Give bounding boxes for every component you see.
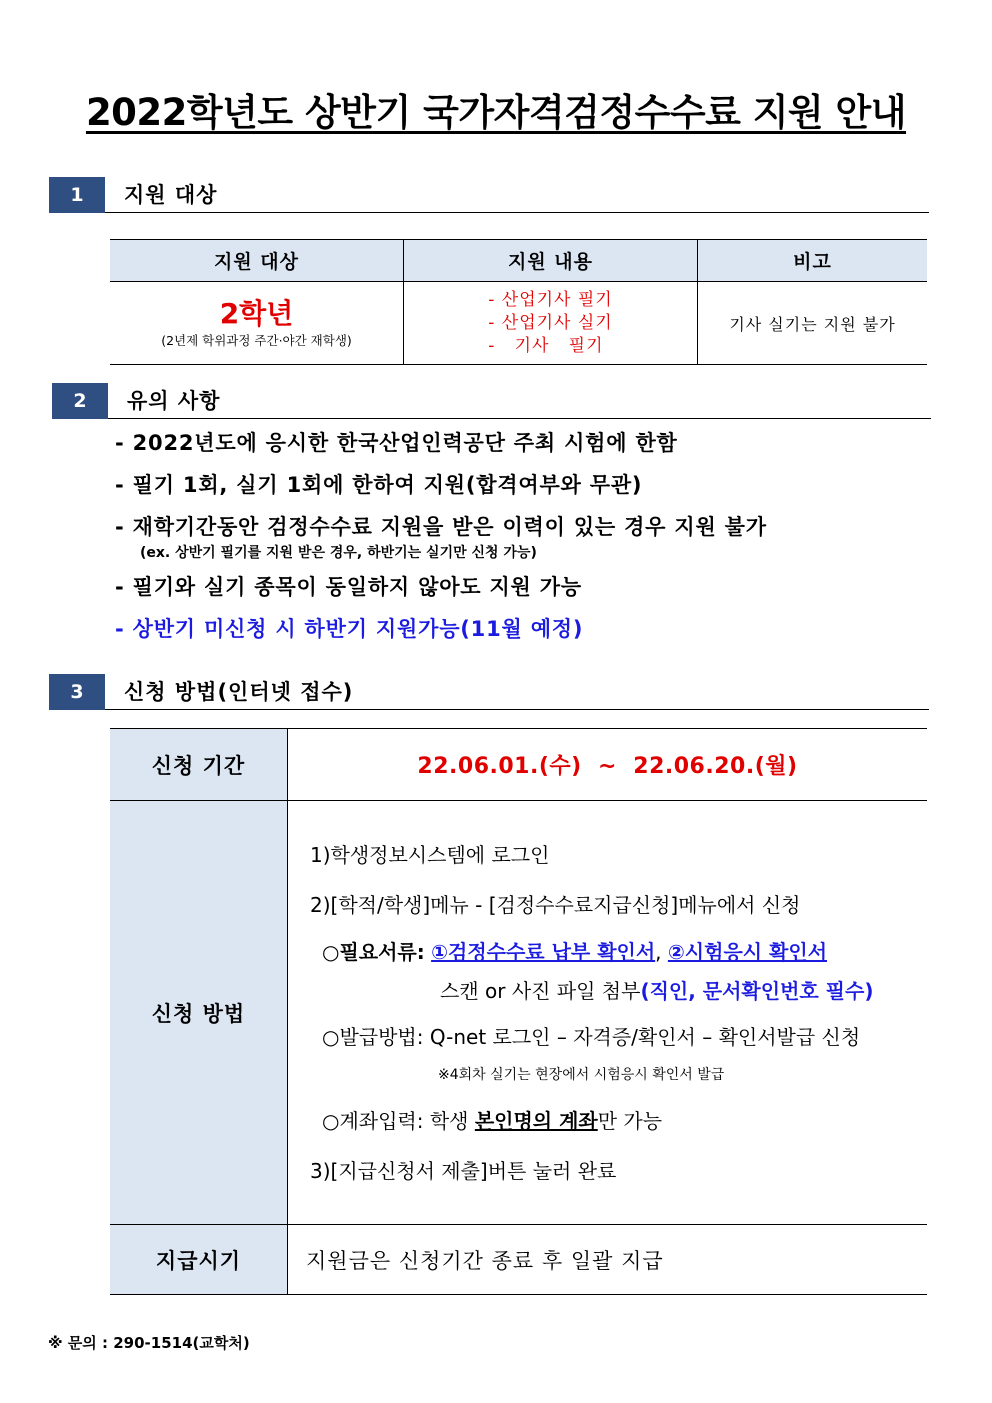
payout-value: 지원금은 신청기간 종료 후 일괄 지급: [288, 1225, 928, 1295]
method-cell: [288, 801, 928, 1225]
section-2-header: [52, 383, 931, 419]
grade-text: 2학년: [219, 297, 294, 330]
section-3-header: [49, 674, 929, 710]
section-1-header: [49, 177, 929, 213]
target-table: [110, 239, 927, 365]
issue-note: ※4회차 실기는 현장에서 시험응시 확인서 발급: [438, 1066, 725, 1083]
note-subtext: (ex. 상반기 필기를 지원 받은 경우, 하반기는 실기만 신청 가능): [140, 545, 537, 561]
required-docs: ○필요서류: ①검정수수료 납부 확인서, ②시험응시 확인서: [322, 939, 828, 964]
step-submit: 3)[지급신청서 제출]버튼 눌러 완료: [310, 1158, 617, 1183]
note-item: - 필기 1회, 실기 1회에 한하여 지원(합격여부와 무관): [115, 473, 643, 497]
period-label: 신청 기간: [110, 729, 288, 801]
payout-label: 지급시기: [110, 1225, 288, 1295]
section-number: 3: [49, 674, 105, 710]
support-item: - 산업기사 실기: [488, 312, 613, 333]
apply-table: [110, 728, 927, 1295]
section-number: 2: [52, 383, 108, 419]
account-input: ○계좌입력: 학생 본인명의 계좌만 가능: [322, 1108, 663, 1133]
content-cell: [404, 282, 698, 365]
doc-fee-receipt: ①검정수수료 납부 확인서: [431, 939, 656, 964]
support-item: - 산업기사 필기: [488, 289, 613, 310]
note-item: - 2022년도에 응시한 한국산업인력공단 주최 시험에 한함: [115, 431, 678, 455]
section-number: 1: [49, 177, 105, 213]
note-item-highlight: - 상반기 미신청 시 하반기 지원가능(11월 예정): [115, 617, 584, 641]
section-title: 유의 사항: [127, 389, 221, 413]
issue-method: ○발급방법: Q-net 로그인 – 자격증/확인서 – 확인서발급 신청: [322, 1024, 861, 1049]
notes-list: [115, 426, 935, 654]
support-item: - 기사 필기: [488, 335, 604, 356]
contact-info: ※ 문의 : 290-1514(교학처): [48, 1334, 250, 1352]
doc-exam-confirmation: ②시험응시 확인서: [667, 939, 828, 964]
step-login: 1)학생정보시스템에 로그인: [310, 842, 550, 867]
docs-attach: 스캔 or 사진 파일 첨부(직인, 문서확인번호 필수): [440, 978, 874, 1003]
section-title: 지원 대상: [124, 183, 218, 207]
grade-note: (2년제 학위과정 주간·야간 재학생): [161, 333, 352, 348]
section-title: 신청 방법(인터넷 접수): [124, 680, 354, 704]
period-value: 22.06.01.(수) ~ 22.06.20.(월): [288, 729, 928, 801]
step-menu: 2)[학적/학생]메뉴 - [검정수수료지급신청]메뉴에서 신청: [310, 892, 801, 917]
col-header: 지원 대상: [110, 240, 404, 282]
note-item: - 재학기간동안 검정수수료 지원을 받은 이력이 있는 경우 지원 불가: [115, 515, 767, 539]
col-header: 지원 내용: [404, 240, 698, 282]
remark-cell: 기사 실기는 지원 불가: [698, 282, 928, 365]
col-header: 비고: [698, 240, 928, 282]
docs-label: ○필요서류:: [322, 939, 425, 964]
account-emphasis: 본인명의 계좌: [474, 1108, 598, 1133]
docs-requirement: (직인, 문서확인번호 필수): [640, 978, 874, 1003]
note-item: - 필기와 실기 종목이 동일하지 않아도 지원 가능: [115, 575, 582, 599]
page-title: 2022학년도 상반기 국가자격검정수수료 지원 안내: [85, 91, 907, 134]
target-cell: [110, 282, 404, 365]
method-label: 신청 방법: [110, 801, 288, 1225]
